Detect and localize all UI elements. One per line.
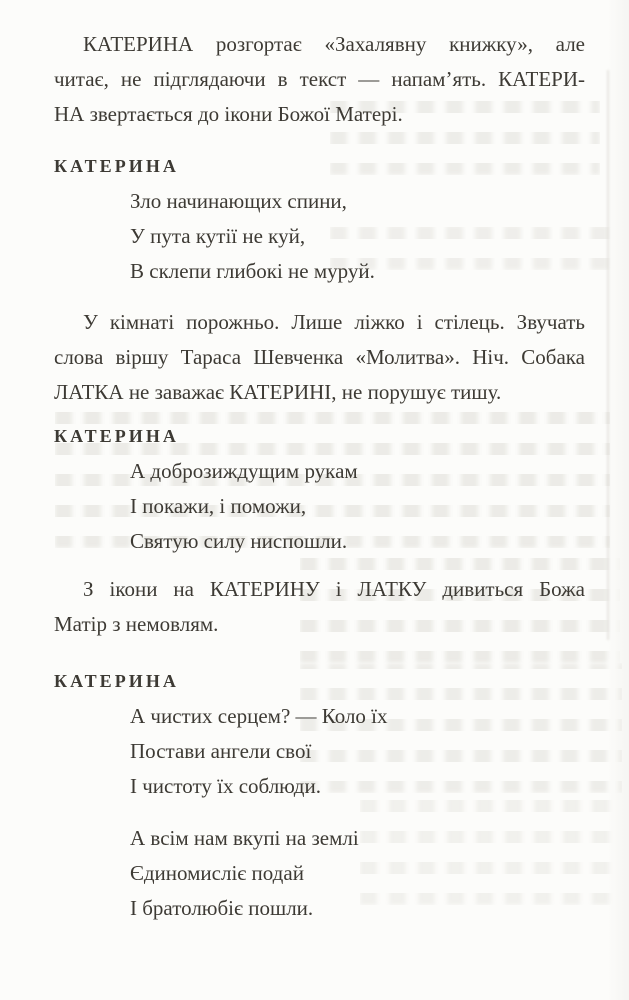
stage-line: слова віршу Тараса Шевченка «Молитва». Ніч. Собака bbox=[54, 345, 585, 369]
character-name-text: КАТЕРИНА bbox=[54, 671, 179, 691]
stage-direction bbox=[54, 572, 585, 642]
verse-line: І покажи, і поможи, bbox=[130, 494, 307, 518]
verse-line: В склепи глибокі не муруй. bbox=[130, 259, 375, 283]
stage-line: НА звертається до ікони Божої Матері. bbox=[54, 102, 403, 126]
stage-line: У кімнаті порожньо. Лише ліжко і стілець. Звучать bbox=[83, 310, 585, 334]
character-name-text: КАТЕРИНА bbox=[54, 426, 179, 446]
stage-line: Матір з немовлям. bbox=[54, 612, 219, 636]
stage-line: З ікони на КАТЕРИНУ і ЛАТКУ дивиться Божа bbox=[83, 577, 585, 601]
page-gutter-line bbox=[607, 70, 609, 640]
verse-line: І братолюбіє пошли. bbox=[130, 896, 314, 920]
verse-line: І чистоту їх соблюди. bbox=[130, 774, 321, 798]
character-name-text: КАТЕРИНА bbox=[54, 156, 179, 176]
page-edge-shadow bbox=[607, 0, 629, 1000]
verse-stanza bbox=[54, 699, 585, 804]
character-name bbox=[54, 149, 585, 184]
verse-line: Постави ангели свої bbox=[130, 739, 312, 763]
page-text bbox=[54, 27, 585, 926]
character-name bbox=[54, 419, 585, 454]
verse-line: Єдиномисліє подай bbox=[130, 861, 304, 885]
stage-direction bbox=[54, 27, 585, 132]
verse-line: А всім нам вкупі на землі bbox=[130, 826, 359, 850]
verse-line: Зло начинающих спини, bbox=[130, 189, 347, 213]
verse-line: А доброзиждущим рукам bbox=[130, 459, 358, 483]
verse-stanza bbox=[54, 821, 585, 926]
stage-line: КАТЕРИНА розгортає «Захалявну книжку», але bbox=[83, 32, 585, 56]
verse-stanza bbox=[54, 184, 585, 289]
verse-line: У пута кутії не куй, bbox=[130, 224, 306, 248]
verse-stanza bbox=[54, 454, 585, 559]
verse-line: А чистих серцем? — Коло їх bbox=[130, 704, 388, 728]
stage-direction bbox=[54, 305, 585, 410]
verse-line: Святую силу ниспошли. bbox=[130, 529, 348, 553]
character-name bbox=[54, 664, 585, 699]
stage-line: читає, не підглядаючи в текст — напам’ять. КАТЕРИ- bbox=[54, 67, 585, 91]
stage-line: ЛАТКА не заважає КАТЕРИНІ, не порушує тишу. bbox=[54, 380, 502, 404]
